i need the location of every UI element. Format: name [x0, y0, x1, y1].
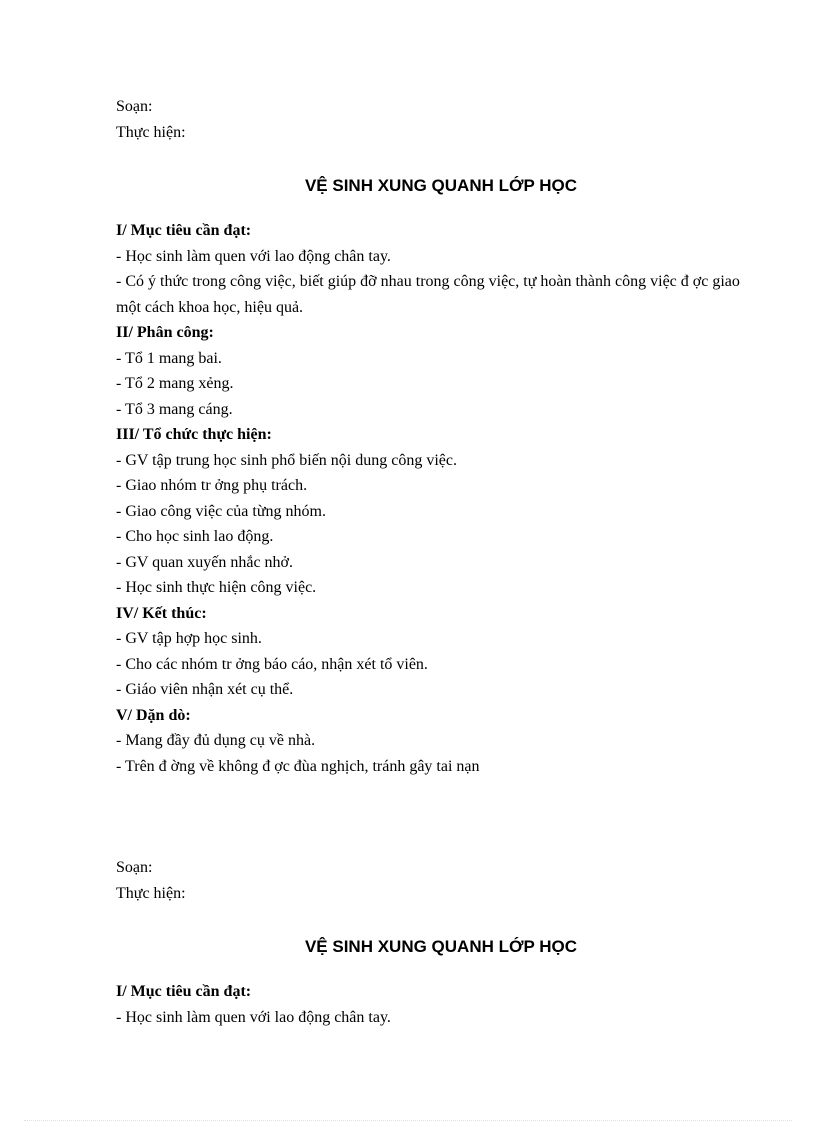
list-item: - Giáo viên nhận xét cụ thể.: [116, 681, 294, 698]
heading-reminders: V/ Dặn dò:: [116, 706, 191, 724]
list-item: - Mang đầy đủ dụng cụ về nhà.: [116, 732, 316, 749]
lesson-title: VỆ SINH XUNG QUANH LỚP HỌC: [304, 937, 578, 956]
heading-objectives: I/ Mục tiêu cần đạt:: [116, 222, 252, 239]
heading-conclusion: IV/ Kết thúc:: [116, 604, 207, 622]
list-item: - GV tập trung học sinh phổ biến nội dung công việc.: [116, 451, 457, 469]
soan-label: Soạn:: [116, 859, 153, 876]
list-item: - Có ý thức trong công việc, biết giúp đỡ nhau trong công việc, tự hoàn thành công việc đ ợc giao một cách khoa học, hiệu quả.: [116, 273, 740, 316]
list-item: - GV quan xuyến nhắc nhở.: [116, 553, 294, 571]
thuc-hien-label: Thực hiện:: [116, 884, 186, 902]
list-item: - Học sinh làm quen với lao động chân tay.: [116, 247, 391, 265]
list-item: - Tổ 2 mang xẻng.: [116, 375, 234, 392]
list-item: - Tổ 3 mang cáng.: [116, 400, 233, 418]
list-item: - Cho các nhóm tr ởng báo cáo, nhận xét tổ viên.: [116, 655, 428, 673]
soan-label: Soạn:: [116, 98, 153, 115]
page-bottom-divider: [24, 1120, 792, 1121]
list-item: - Học sinh làm quen với lao động chân tay.: [116, 1008, 391, 1026]
list-item: - Trên đ ờng về không đ ợc đùa nghịch, tránh gây tai nạn: [116, 757, 480, 775]
heading-implementation: III/ Tổ chức thực hiện:: [116, 426, 272, 443]
list-item: - Giao nhóm tr ởng phụ trách.: [116, 477, 308, 494]
lesson-header: [116, 855, 766, 906]
lesson-header: [116, 94, 766, 145]
list-item: - Giao công việc của từng nhóm.: [116, 502, 326, 520]
lesson-title: VỆ SINH XUNG QUANH LỚP HỌC: [304, 176, 578, 195]
list-item: - GV tập hợp học sinh.: [116, 630, 262, 647]
list-item: - Cho học sinh lao động.: [116, 528, 274, 545]
heading-objectives: I/ Mục tiêu cần đạt:: [116, 983, 252, 1000]
thuc-hien-label: Thực hiện:: [116, 123, 186, 141]
lesson-body: [116, 979, 766, 1030]
heading-assignment: II/ Phân công:: [116, 324, 214, 341]
list-item: - Tổ 1 mang bai.: [116, 349, 222, 367]
list-item: - Học sinh thực hiện công việc.: [116, 579, 317, 596]
lesson-body: [116, 218, 766, 779]
